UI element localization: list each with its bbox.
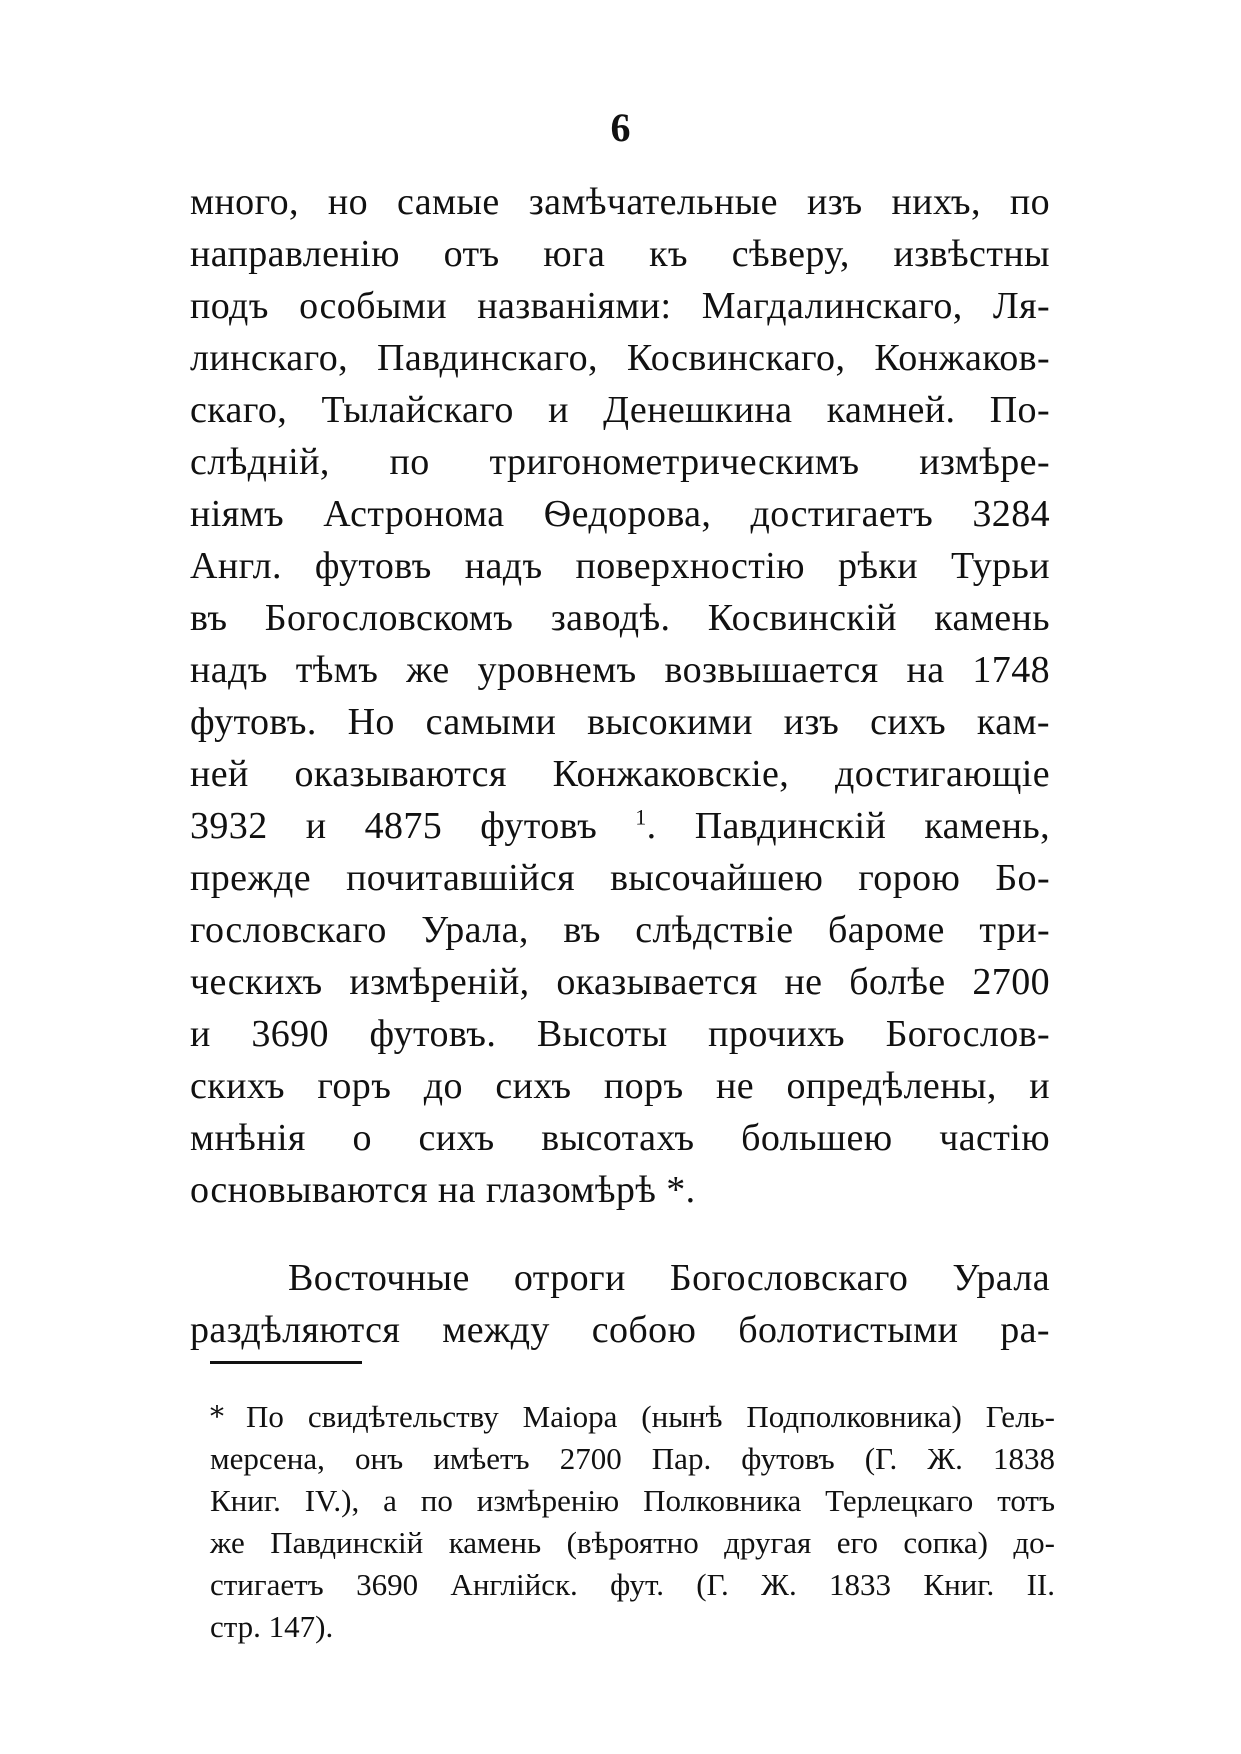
- footnote-reference-1: 1: [635, 804, 647, 830]
- text-line: подъ особыми названіями: Магдалинскаго, Ля-: [190, 285, 1050, 327]
- text-segment: 3932 и 4875 футовъ: [190, 805, 598, 847]
- text-line: ніямъ Астронома Ѳедорова, достигаетъ 3284: [190, 493, 1050, 535]
- text-line: мнѣнія о сихъ высотахъ большею частію: [190, 1117, 1050, 1159]
- footnote-line: же Павдинскій камень (вѣроятно другая его сопка) до-: [210, 1525, 1055, 1560]
- text-line: Восточные отроги Богословскаго Урала: [288, 1257, 1050, 1299]
- text-line: ческихъ измѣреній, оказывается не болѣе 2700: [190, 961, 1050, 1003]
- text-line: Англ. футовъ надъ поверхностію рѣки Турьи: [190, 545, 1050, 587]
- text-line: въ Богословскомъ заводѣ. Косвинскій камень: [190, 597, 1050, 639]
- text-line: прежде почитавшійся высочайшею горою Бо-: [190, 857, 1050, 899]
- text-line: скихъ горъ до сихъ поръ не опредѣлены, и: [190, 1065, 1050, 1107]
- text-line: гословскаго Урала, въ слѣдствіе бароме три-: [190, 909, 1050, 951]
- footnote-star-marker: *.: [666, 1169, 696, 1211]
- footnote-line: мерсена, онъ имѣетъ 2700 Пар. футовъ (Г. Ж. 1838: [210, 1441, 1055, 1476]
- text-segment: основываются на глазомѣрѣ: [190, 1169, 657, 1211]
- footnote-line: Книг. IV.), а по измѣренію Полковника Терлецкаго тотъ: [210, 1483, 1055, 1518]
- text-segment: Павдинскій камень,: [694, 805, 1050, 847]
- text-line: надъ тѣмъ же уровнемъ возвышается на 1748: [190, 649, 1050, 691]
- footnote: [210, 1396, 1055, 1648]
- text-line: ней оказываются Конжаковскіе, достигающіе: [190, 753, 1050, 795]
- page-number: 6: [610, 105, 631, 150]
- footnote-separator: [210, 1361, 362, 1364]
- text-line-with-footnote-ref: 3932 и 4875 футовъ $^1$. Павдинскій камень,: [190, 804, 1050, 847]
- footnote-mark: *: [210, 1400, 224, 1433]
- paragraph-gap: [190, 1216, 1050, 1252]
- text-line: [190, 1164, 1050, 1216]
- text-line: слѣдній, по тригонометрическимъ измѣре-: [190, 441, 1050, 483]
- text-line: направленію отъ юга къ сѣверу, извѣстны: [190, 233, 1050, 275]
- text-line: скаго, Тылайскаго и Денешкина камней. По-: [190, 389, 1050, 431]
- footnote-line: стигаетъ 3690 Англійск. фут. (Г. Ж. 1833 Книг. II.: [210, 1567, 1055, 1602]
- footnote-line: стр. 147).: [210, 1609, 334, 1644]
- main-text: [190, 176, 1050, 1356]
- text-line: футовъ. Но самыми высокими изъ сихъ кам-: [190, 701, 1050, 743]
- text-line: много, но самые замѣчательные изъ нихъ, по: [190, 181, 1050, 223]
- footnote-line: По свидѣтельству Маіора (нынѣ Подполковника) Гель-: [246, 1399, 1055, 1434]
- text-line: раздѣляются между собою болотистыми ра-: [190, 1309, 1050, 1351]
- text-line: линскаго, Павдинскаго, Косвинскаго, Конжаков-: [190, 337, 1050, 379]
- text-line: и 3690 футовъ. Высоты прочихъ Богослов-: [190, 1013, 1050, 1055]
